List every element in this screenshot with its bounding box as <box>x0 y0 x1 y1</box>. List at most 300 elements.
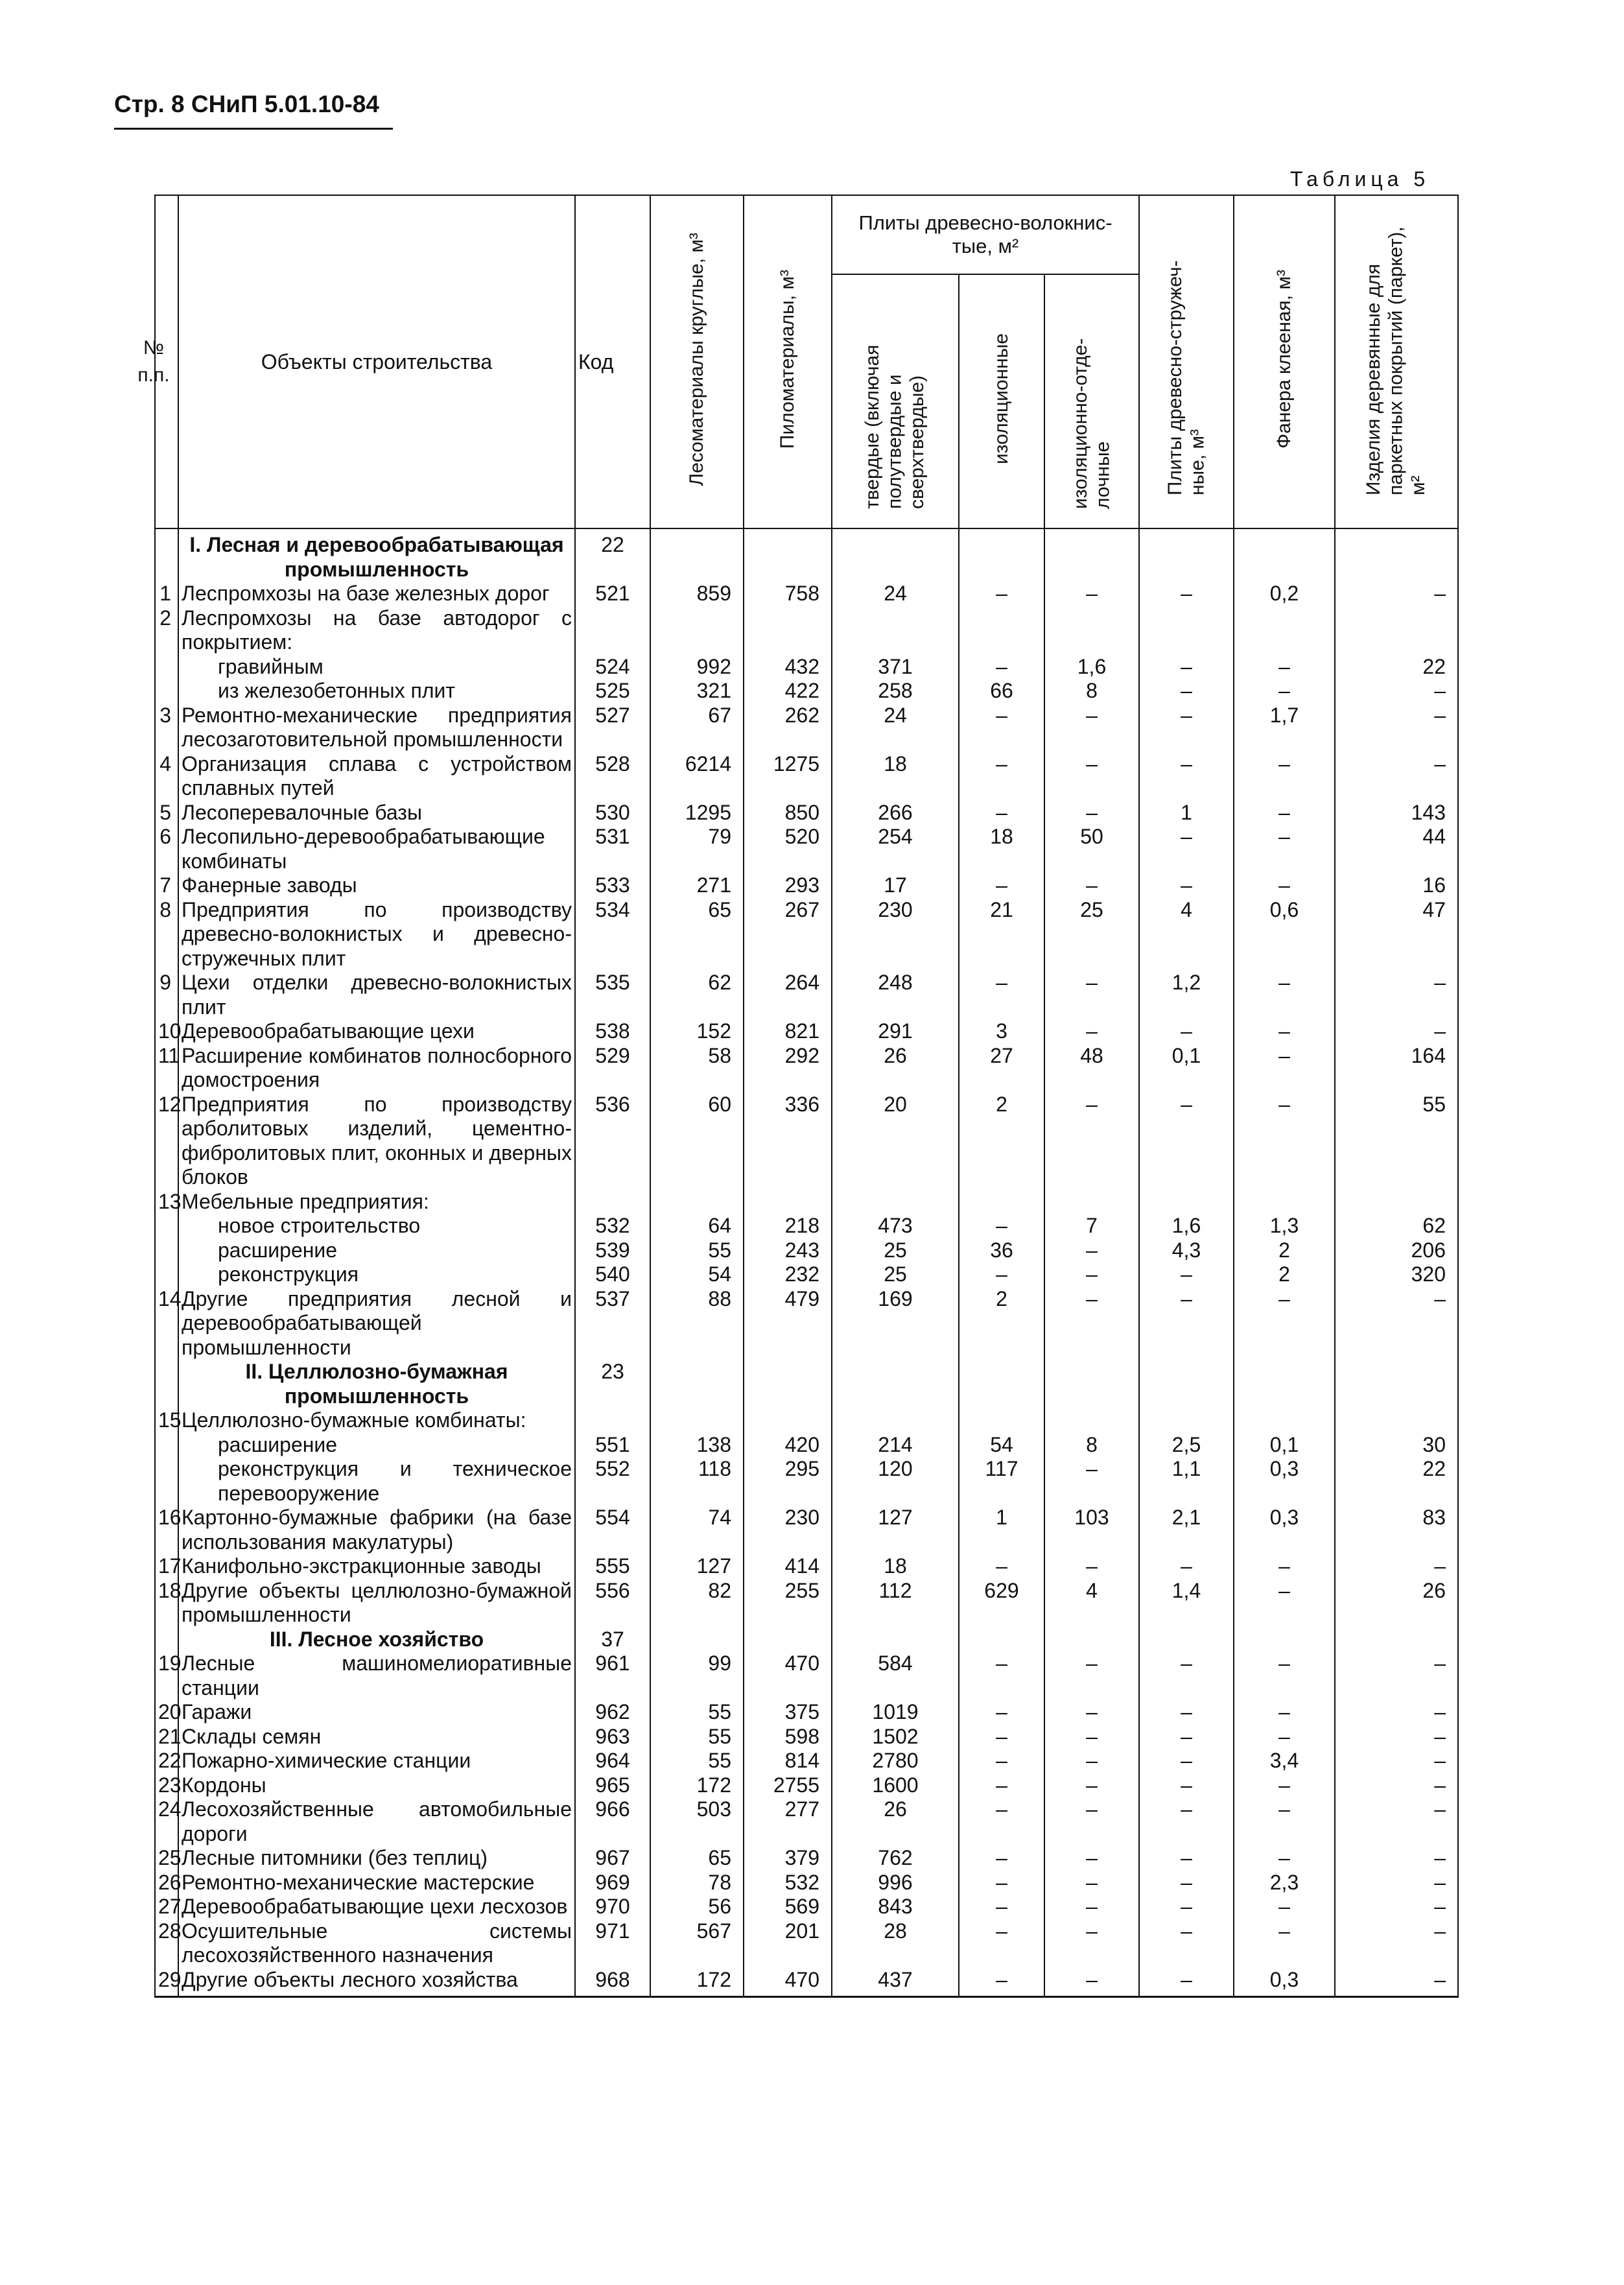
row-number: 16 <box>155 1506 178 1554</box>
roundwood-value <box>650 606 744 655</box>
hard-board-value: 1502 <box>832 1725 959 1749</box>
hard-board-value: 2780 <box>832 1749 959 1773</box>
sawn-value: 277 <box>744 1797 832 1846</box>
insulating-board-value: – <box>959 1773 1044 1798</box>
roundwood-value: 62 <box>650 971 744 1019</box>
insulating-board-value <box>959 528 1044 582</box>
insulating-board-value <box>959 606 1044 655</box>
row-number: 24 <box>155 1797 178 1846</box>
object-code: 529 <box>575 1044 650 1093</box>
parquet-value: 22 <box>1335 1457 1458 1506</box>
parquet-value: – <box>1335 1700 1458 1725</box>
col-header-num-label: № п.п. <box>137 337 170 386</box>
roundwood-value: 74 <box>650 1506 744 1554</box>
roundwood-value <box>650 1360 744 1408</box>
col-header-parquet <box>1335 195 1458 528</box>
insulfinish-board-value: – <box>1044 1749 1139 1773</box>
plywood-value: – <box>1234 1797 1335 1846</box>
roundwood-value: 271 <box>650 873 744 898</box>
sawn-value: 420 <box>744 1433 832 1458</box>
hard-board-value <box>832 1628 959 1652</box>
insulating-board-value: – <box>959 801 1044 825</box>
hard-board-value: 996 <box>832 1871 959 1895</box>
parquet-value: – <box>1335 1554 1458 1579</box>
object-name: Деревообрабатывающие цехи лесхозов <box>178 1895 575 1919</box>
particle-board-value: – <box>1139 1846 1234 1871</box>
insulfinish-board-value: – <box>1044 1019 1139 1044</box>
object-name: Другие объекты целлюлозно-бумажной промышленности <box>178 1579 575 1628</box>
insulfinish-board-value: – <box>1044 1457 1139 1506</box>
object-code: 969 <box>575 1871 650 1895</box>
insulating-board-value: – <box>959 1652 1044 1700</box>
insulating-board-value: – <box>959 752 1044 801</box>
parquet-value: – <box>1335 679 1458 704</box>
sawn-value: 375 <box>744 1700 832 1725</box>
plywood-value: 0,3 <box>1234 1506 1335 1554</box>
row-number: 27 <box>155 1895 178 1919</box>
hard-board-value: 266 <box>832 801 959 825</box>
sawn-value <box>744 1408 832 1433</box>
col-header-object <box>178 195 575 528</box>
object-code: 539 <box>575 1238 650 1263</box>
particle-board-value: – <box>1139 752 1234 801</box>
table-row <box>155 1725 1458 1749</box>
plywood-value: – <box>1234 1700 1335 1725</box>
object-name: Ремонтно-механические предприятия лесозаготовительной промышленности <box>178 704 575 752</box>
parquet-value: 26 <box>1335 1579 1458 1628</box>
insulfinish-board-value: – <box>1044 1700 1139 1725</box>
plywood-value: – <box>1234 679 1335 704</box>
row-number: 19 <box>155 1652 178 1700</box>
roundwood-value: 67 <box>650 704 744 752</box>
row-number: 3 <box>155 704 178 752</box>
plywood-value: – <box>1234 655 1335 680</box>
particle-board-value: – <box>1139 1652 1234 1700</box>
object-code: 533 <box>575 873 650 898</box>
row-number: 15 <box>155 1408 178 1433</box>
particle-board-value: – <box>1139 1749 1234 1773</box>
plywood-value <box>1234 1190 1335 1214</box>
roundwood-value: 88 <box>650 1287 744 1360</box>
sawn-value: 470 <box>744 1652 832 1700</box>
row-number <box>155 1360 178 1408</box>
sawn-value: 470 <box>744 1968 832 1997</box>
table-body <box>155 528 1458 1997</box>
object-name: Канифольно-экстракционные заводы <box>178 1554 575 1579</box>
table-row <box>155 1408 1458 1433</box>
object-name: расширение <box>178 1433 575 1458</box>
insulating-board-value: – <box>959 1749 1044 1773</box>
object-name: реконструкция <box>178 1262 575 1287</box>
plywood-value: 0,3 <box>1234 1968 1335 1997</box>
col-header-insulfinish-label: изоляционно-отде-лочные <box>1069 338 1113 509</box>
plywood-value: – <box>1234 1093 1335 1190</box>
insulating-board-value: 54 <box>959 1433 1044 1458</box>
row-number: 21 <box>155 1725 178 1749</box>
object-name: Склады семян <box>178 1725 575 1749</box>
parquet-value <box>1335 1628 1458 1652</box>
object-code: 535 <box>575 971 650 1019</box>
object-code: 527 <box>575 704 650 752</box>
object-code: 555 <box>575 1554 650 1579</box>
object-name: Лесопильно-деревообрабатывающие комбинаты <box>178 825 575 873</box>
insulating-board-value: 18 <box>959 825 1044 873</box>
hard-board-value: 371 <box>832 655 959 680</box>
table-row <box>155 1214 1458 1238</box>
parquet-value: 22 <box>1335 655 1458 680</box>
hard-board-value: 584 <box>832 1652 959 1700</box>
row-number <box>155 1214 178 1238</box>
insulfinish-board-value: – <box>1044 1652 1139 1700</box>
hard-board-value: 25 <box>832 1238 959 1263</box>
row-number: 11 <box>155 1044 178 1093</box>
sawn-value: 267 <box>744 898 832 971</box>
parquet-value: – <box>1335 1749 1458 1773</box>
insulating-board-value: – <box>959 704 1044 752</box>
insulfinish-board-value <box>1044 1628 1139 1652</box>
parquet-value: – <box>1335 971 1458 1019</box>
col-header-hard-label: твердые (включая полутвердые и сверхтвердые) <box>862 344 928 509</box>
object-code: 965 <box>575 1773 650 1798</box>
roundwood-value: 152 <box>650 1019 744 1044</box>
row-number: 20 <box>155 1700 178 1725</box>
insulfinish-board-value: – <box>1044 1871 1139 1895</box>
parquet-value: – <box>1335 752 1458 801</box>
object-name: Леспромхозы на базе железных дорог <box>178 582 575 606</box>
object-code: 556 <box>575 1579 650 1628</box>
insulfinish-board-value: – <box>1044 801 1139 825</box>
sawn-value: 1275 <box>744 752 832 801</box>
insulating-board-value: 1 <box>959 1506 1044 1554</box>
row-number: 2 <box>155 606 178 655</box>
object-code: 963 <box>575 1725 650 1749</box>
parquet-value: – <box>1335 582 1458 606</box>
col-header-particle-label: Плиты древесно-стружеч-ные, м³ <box>1164 260 1208 495</box>
object-name: Предприятия по производству древесно-волокнистых и древесно-стружечных плит <box>178 898 575 971</box>
particle-board-value: – <box>1139 1773 1234 1798</box>
plywood-value: – <box>1234 873 1335 898</box>
insulfinish-board-value: – <box>1044 704 1139 752</box>
particle-board-value: 2,5 <box>1139 1433 1234 1458</box>
object-name: Цехи отделки древесно-волокнистых плит <box>178 971 575 1019</box>
particle-board-value: – <box>1139 825 1234 873</box>
plywood-value: – <box>1234 1725 1335 1749</box>
hard-board-value: 437 <box>832 1968 959 1997</box>
hard-board-value: 18 <box>832 752 959 801</box>
particle-board-value: – <box>1139 1725 1234 1749</box>
object-code: 538 <box>575 1019 650 1044</box>
table-row <box>155 1287 1458 1360</box>
plywood-value: – <box>1234 971 1335 1019</box>
object-name: Деревообрабатывающие цехи <box>178 1019 575 1044</box>
object-name: Предприятия по производству арболитовых изделий, цементно-фибролитовых плит, оконных и дверных блоков <box>178 1093 575 1190</box>
row-number: 28 <box>155 1919 178 1968</box>
plywood-value: 3,4 <box>1234 1749 1335 1773</box>
object-name: Гаражи <box>178 1700 575 1725</box>
plywood-value: – <box>1234 1287 1335 1360</box>
parquet-value: 62 <box>1335 1214 1458 1238</box>
hard-board-value: 18 <box>832 1554 959 1579</box>
particle-board-value: – <box>1139 1287 1234 1360</box>
parquet-value: 143 <box>1335 801 1458 825</box>
insulating-board-value: – <box>959 655 1044 680</box>
roundwood-value: 65 <box>650 1846 744 1871</box>
sawn-value: 336 <box>744 1093 832 1190</box>
parquet-value <box>1335 1408 1458 1433</box>
particle-board-value: 2,1 <box>1139 1506 1234 1554</box>
col-header-insulating-label: изоляционные <box>990 333 1012 464</box>
sawn-value: 201 <box>744 1919 832 1968</box>
plywood-value: 0,1 <box>1234 1433 1335 1458</box>
row-number: 25 <box>155 1846 178 1871</box>
page-header: Стр. 8 СНиП 5.01.10-84 <box>114 91 379 117</box>
hard-board-value: 473 <box>832 1214 959 1238</box>
row-number: 23 <box>155 1773 178 1798</box>
plywood-value <box>1234 1628 1335 1652</box>
object-name: Другие предприятия лесной и деревообрабатывающей промышленности <box>178 1287 575 1360</box>
insulfinish-board-value: – <box>1044 1895 1139 1919</box>
particle-board-value: – <box>1139 1019 1234 1044</box>
data-table <box>137 195 1459 1998</box>
parquet-value: 55 <box>1335 1093 1458 1190</box>
object-code: 531 <box>575 825 650 873</box>
insulating-board-value: – <box>959 1554 1044 1579</box>
plywood-value: – <box>1234 1846 1335 1871</box>
col-header-plywood-label: Фанера клееная, м³ <box>1273 270 1295 449</box>
object-name: из железобетонных плит <box>178 679 575 704</box>
parquet-value: 83 <box>1335 1506 1458 1554</box>
sawn-value: 262 <box>744 704 832 752</box>
roundwood-value: 567 <box>650 1919 744 1968</box>
object-code: 23 <box>575 1360 650 1408</box>
sawn-value: 532 <box>744 1871 832 1895</box>
object-name: Ремонтно-механические мастерские <box>178 1871 575 1895</box>
col-header-fiberboard-group <box>832 195 1139 274</box>
roundwood-value: 172 <box>650 1773 744 1798</box>
section-header-row <box>155 528 1458 582</box>
roundwood-value <box>650 528 744 582</box>
insulfinish-board-value: – <box>1044 1287 1139 1360</box>
object-code: 524 <box>575 655 650 680</box>
table-row <box>155 873 1458 898</box>
roundwood-value: 65 <box>650 898 744 971</box>
table-row <box>155 1968 1458 1997</box>
parquet-value: 30 <box>1335 1433 1458 1458</box>
row-number: 26 <box>155 1871 178 1895</box>
object-code <box>575 1190 650 1214</box>
insulating-board-value: 66 <box>959 679 1044 704</box>
col-header-code <box>575 195 650 528</box>
particle-board-value: – <box>1139 1554 1234 1579</box>
parquet-value: – <box>1335 1871 1458 1895</box>
table-row <box>155 704 1458 752</box>
col-header-insulating <box>959 274 1044 528</box>
object-code: 961 <box>575 1652 650 1700</box>
roundwood-value: 58 <box>650 1044 744 1093</box>
insulfinish-board-value: – <box>1044 1797 1139 1846</box>
row-number <box>155 679 178 704</box>
hard-board-value: 26 <box>832 1044 959 1093</box>
insulating-board-value <box>959 1408 1044 1433</box>
roundwood-value: 6214 <box>650 752 744 801</box>
parquet-value: – <box>1335 1968 1458 1997</box>
object-name: Осушительные системы лесохозяйственного назначения <box>178 1919 575 1968</box>
object-code: 532 <box>575 1214 650 1238</box>
row-number <box>155 655 178 680</box>
parquet-value: – <box>1335 1797 1458 1846</box>
table-row <box>155 1579 1458 1628</box>
table-row <box>155 825 1458 873</box>
object-name: реконструкция и техническое перевооружение <box>178 1457 575 1506</box>
col-header-fiberboard-label: Плиты древесно-волокнис-тые, м² <box>858 211 1112 257</box>
object-code: 537 <box>575 1287 650 1360</box>
roundwood-value: 64 <box>650 1214 744 1238</box>
hard-board-value <box>832 1360 959 1408</box>
object-code: 966 <box>575 1797 650 1846</box>
parquet-value: 206 <box>1335 1238 1458 1263</box>
hard-board-value: 24 <box>832 704 959 752</box>
plywood-value: – <box>1234 752 1335 801</box>
plywood-value: 0,3 <box>1234 1457 1335 1506</box>
roundwood-value <box>650 1408 744 1433</box>
roundwood-value: 55 <box>650 1700 744 1725</box>
insulating-board-value: 2 <box>959 1287 1044 1360</box>
parquet-value: – <box>1335 1846 1458 1871</box>
header-divider <box>114 128 393 130</box>
plywood-value <box>1234 1408 1335 1433</box>
roundwood-value: 503 <box>650 1797 744 1846</box>
roundwood-value: 992 <box>650 655 744 680</box>
row-number: 18 <box>155 1579 178 1628</box>
row-number <box>155 528 178 582</box>
parquet-value: 16 <box>1335 873 1458 898</box>
parquet-value: – <box>1335 1287 1458 1360</box>
row-number: 17 <box>155 1554 178 1579</box>
object-code <box>575 1408 650 1433</box>
hard-board-value <box>832 1190 959 1214</box>
roundwood-value: 78 <box>650 1871 744 1895</box>
object-name: Лесные машиномелиоративные станции <box>178 1652 575 1700</box>
insulating-board-value: – <box>959 971 1044 1019</box>
particle-board-value: 1,1 <box>1139 1457 1234 1506</box>
hard-board-value: 254 <box>832 825 959 873</box>
particle-board-value: – <box>1139 582 1234 606</box>
object-code: 970 <box>575 1895 650 1919</box>
roundwood-value: 82 <box>650 1579 744 1628</box>
col-header-hard <box>832 274 959 528</box>
roundwood-value: 321 <box>650 679 744 704</box>
table-row <box>155 1895 1458 1919</box>
row-number: 7 <box>155 873 178 898</box>
object-code: 530 <box>575 801 650 825</box>
sawn-value: 598 <box>744 1725 832 1749</box>
table-row <box>155 606 1458 655</box>
row-number: 5 <box>155 801 178 825</box>
table-row <box>155 582 1458 606</box>
object-code: 552 <box>575 1457 650 1506</box>
table-row <box>155 1554 1458 1579</box>
insulfinish-board-value: – <box>1044 1773 1139 1798</box>
plywood-value <box>1234 606 1335 655</box>
particle-board-value: – <box>1139 1968 1234 1997</box>
parquet-value: 44 <box>1335 825 1458 873</box>
insulfinish-board-value: 25 <box>1044 898 1139 971</box>
parquet-value: – <box>1335 704 1458 752</box>
insulating-board-value: – <box>959 1968 1044 1997</box>
insulfinish-board-value: 48 <box>1044 1044 1139 1093</box>
hard-board-value: 1019 <box>832 1700 959 1725</box>
table-row <box>155 1457 1458 1506</box>
insulating-board-value: 2 <box>959 1093 1044 1190</box>
hard-board-value: 843 <box>832 1895 959 1919</box>
insulating-board-value: – <box>959 582 1044 606</box>
insulfinish-board-value <box>1044 1190 1139 1214</box>
object-code: 967 <box>575 1846 650 1871</box>
insulfinish-board-value: 4 <box>1044 1579 1139 1628</box>
table-row <box>155 1238 1458 1263</box>
plywood-value: – <box>1234 1919 1335 1968</box>
parquet-value <box>1335 1190 1458 1214</box>
object-code: 962 <box>575 1700 650 1725</box>
insulating-board-value: 629 <box>959 1579 1044 1628</box>
insulating-board-value <box>959 1360 1044 1408</box>
table-row <box>155 1919 1458 1968</box>
roundwood-value: 55 <box>650 1238 744 1263</box>
table-row <box>155 801 1458 825</box>
roundwood-value: 118 <box>650 1457 744 1506</box>
plywood-value: – <box>1234 801 1335 825</box>
plywood-value: 1,7 <box>1234 704 1335 752</box>
sawn-value: 264 <box>744 971 832 1019</box>
sawn-value: 520 <box>744 825 832 873</box>
plywood-value <box>1234 1360 1335 1408</box>
insulfinish-board-value: 1,6 <box>1044 655 1139 680</box>
plywood-value: 0,6 <box>1234 898 1335 971</box>
table-row <box>155 1652 1458 1700</box>
insulfinish-board-value: – <box>1044 1725 1139 1749</box>
particle-board-value <box>1139 1408 1234 1433</box>
sawn-value: 379 <box>744 1846 832 1871</box>
object-name: Картонно-бумажные фабрики (на базе использования макулатуры) <box>178 1506 575 1554</box>
particle-board-value: 1 <box>1139 801 1234 825</box>
object-name: II. Целлюлозно-бумажная промышленность <box>178 1360 575 1408</box>
insulating-board-value: – <box>959 1919 1044 1968</box>
plywood-value: 1,3 <box>1234 1214 1335 1238</box>
sawn-value: 255 <box>744 1579 832 1628</box>
insulfinish-board-value <box>1044 606 1139 655</box>
insulfinish-board-value: – <box>1044 873 1139 898</box>
roundwood-value <box>650 1628 744 1652</box>
object-name: Лесоперевалочные базы <box>178 801 575 825</box>
object-code: 971 <box>575 1919 650 1968</box>
parquet-value: – <box>1335 1895 1458 1919</box>
roundwood-value: 172 <box>650 1968 744 1997</box>
parquet-value <box>1335 606 1458 655</box>
hard-board-value: 20 <box>832 1093 959 1190</box>
plywood-value: – <box>1234 1773 1335 1798</box>
roundwood-value <box>650 1190 744 1214</box>
object-code: 964 <box>575 1749 650 1773</box>
parquet-value: – <box>1335 1652 1458 1700</box>
table-caption: Таблица 5 <box>1290 167 1430 191</box>
plywood-value: – <box>1234 1579 1335 1628</box>
sawn-value: 292 <box>744 1044 832 1093</box>
sawn-value: 814 <box>744 1749 832 1773</box>
plywood-value: – <box>1234 1019 1335 1044</box>
insulfinish-board-value: 7 <box>1044 1214 1139 1238</box>
particle-board-value: – <box>1139 655 1234 680</box>
insulfinish-board-value <box>1044 1408 1139 1433</box>
